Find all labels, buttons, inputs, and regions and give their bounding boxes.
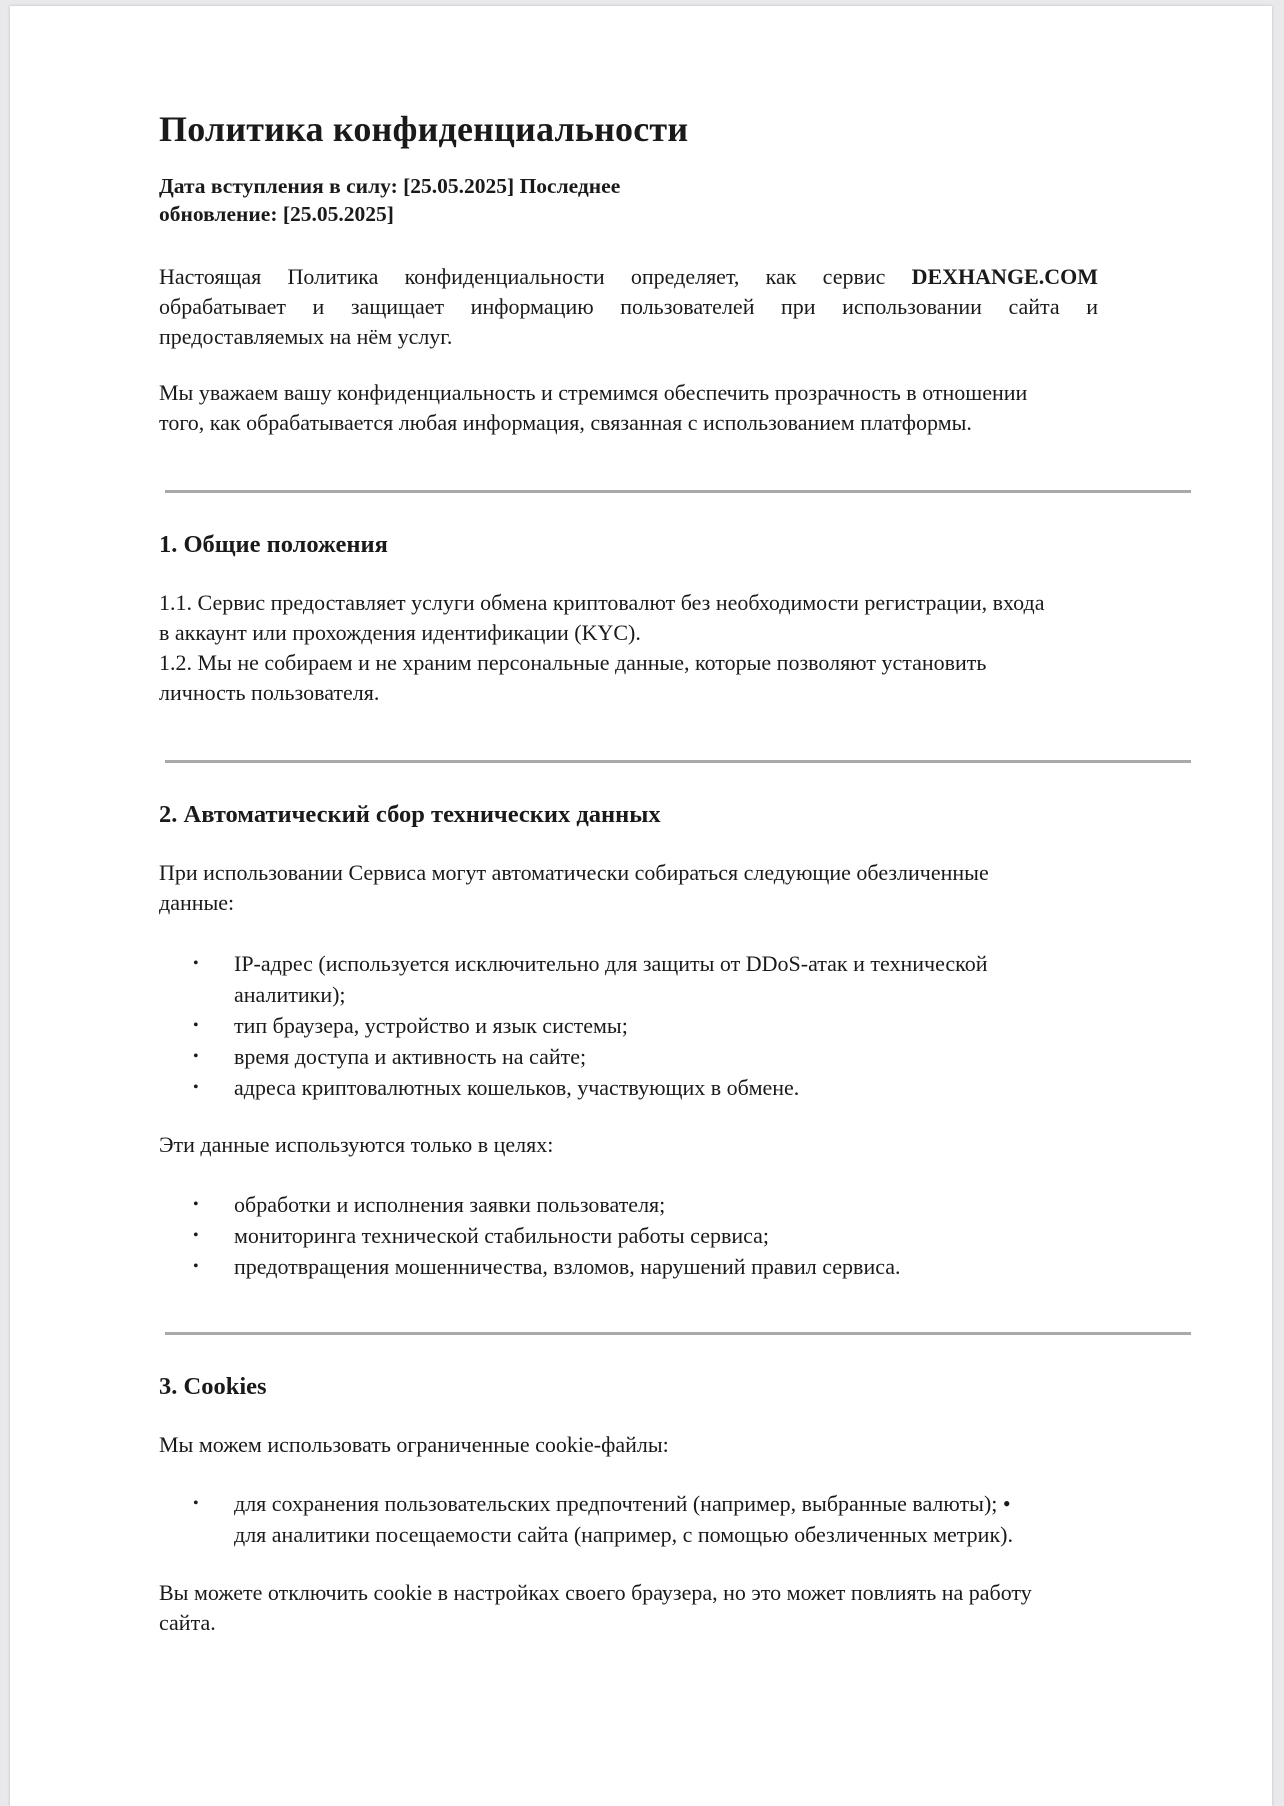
intro2-line-1: Мы уважаем вашу конфиденциальность и стремимся обеспечить прозрачность в отношении bbox=[159, 380, 1028, 405]
list-item: • тип браузера, устройство и язык системы; bbox=[193, 1013, 628, 1038]
collected-data-list bbox=[159, 948, 988, 1103]
list-item: • время доступа и активность на сайте; bbox=[193, 1044, 587, 1069]
list-item: • для сохранения пользовательских предпочтений (например, выбранные валюты); • bbox=[193, 1491, 1011, 1516]
section-1-body bbox=[159, 588, 1045, 708]
section-1-line: 1.1. Сервис предоставляет услуги обмена криптовалют без необходимости регистрации, входа bbox=[159, 590, 1045, 615]
section-1-heading: 1. Общие положения bbox=[159, 531, 388, 558]
list-item: • обработки и исполнения заявки пользователя; bbox=[193, 1192, 666, 1217]
section-2-intro bbox=[159, 858, 989, 918]
list-item-continuation: аналитики); bbox=[234, 982, 346, 1007]
cookies-outro-line: сайта. bbox=[159, 1610, 216, 1635]
list-item: • IP-адрес (используется исключительно для защиты от DDoS-атак и технической bbox=[193, 951, 988, 976]
section-2-heading: 2. Автоматический сбор технических данных bbox=[159, 801, 661, 828]
list-item: • мониторинга технической стабильности работы сервиса; bbox=[193, 1223, 770, 1248]
list-item: • адреса криптовалютных кошельков, участвующих в обмене. bbox=[193, 1075, 800, 1100]
page-title: Политика конфиденциальности bbox=[159, 109, 689, 149]
section-2-intro-line: При использовании Сервиса могут автоматически собираться следующие обезличенные bbox=[159, 860, 989, 885]
section-divider bbox=[165, 1332, 1191, 1335]
intro-line-2: обрабатывает и защищает информацию пользователей при использовании сайта и bbox=[159, 294, 1098, 319]
cookies-outro-line: Вы можете отключить cookie в настройках своего браузера, но это может повлиять на работу bbox=[159, 1580, 1032, 1605]
cookies-intro: Мы можем использовать ограниченные cookie-файлы: bbox=[159, 1432, 669, 1457]
section-divider bbox=[165, 760, 1191, 763]
brand-name: DEXHANGE.COM bbox=[911, 264, 1098, 289]
section-1-line: личность пользователя. bbox=[159, 680, 380, 705]
section-divider bbox=[165, 490, 1191, 493]
list-item: • предотвращения мошенничества, взломов, нарушений правил сервиса. bbox=[193, 1254, 901, 1279]
section-1-line: в аккаунт или прохождения идентификации (KYC). bbox=[159, 620, 641, 645]
cookies-outro bbox=[159, 1578, 1032, 1638]
intro-line-1: Настоящая Политика конфиденциальности определяет, как сервис DEXHANGE.COM bbox=[159, 264, 1098, 289]
updated-date-line: обновление: [25.05.2025] bbox=[159, 202, 394, 226]
purpose-intro: Эти данные используются только в целях: bbox=[159, 1132, 554, 1157]
cookies-list bbox=[159, 1488, 1013, 1550]
section-2-intro-line: данные: bbox=[159, 890, 235, 915]
intro-paragraph-2 bbox=[159, 378, 1027, 438]
section-3-heading: 3. Cookies bbox=[159, 1373, 267, 1400]
intro-paragraph bbox=[159, 262, 1098, 352]
section-1-line: 1.2. Мы не собираем и не храним персональные данные, которые позволяют установить bbox=[159, 650, 987, 675]
intro2-line-2: того, как обрабатывается любая информация, связанная с использованием платформы. bbox=[159, 410, 972, 435]
intro-line-3: предоставляемых на нём услуг. bbox=[159, 324, 453, 349]
purpose-list bbox=[159, 1189, 901, 1282]
list-item-continuation: для аналитики посещаемости сайта (например, с помощью обезличенных метрик). bbox=[234, 1522, 1013, 1547]
document-page bbox=[10, 6, 1272, 1806]
effective-date-line: Дата вступления в силу: [25.05.2025] Последнее bbox=[159, 174, 621, 198]
